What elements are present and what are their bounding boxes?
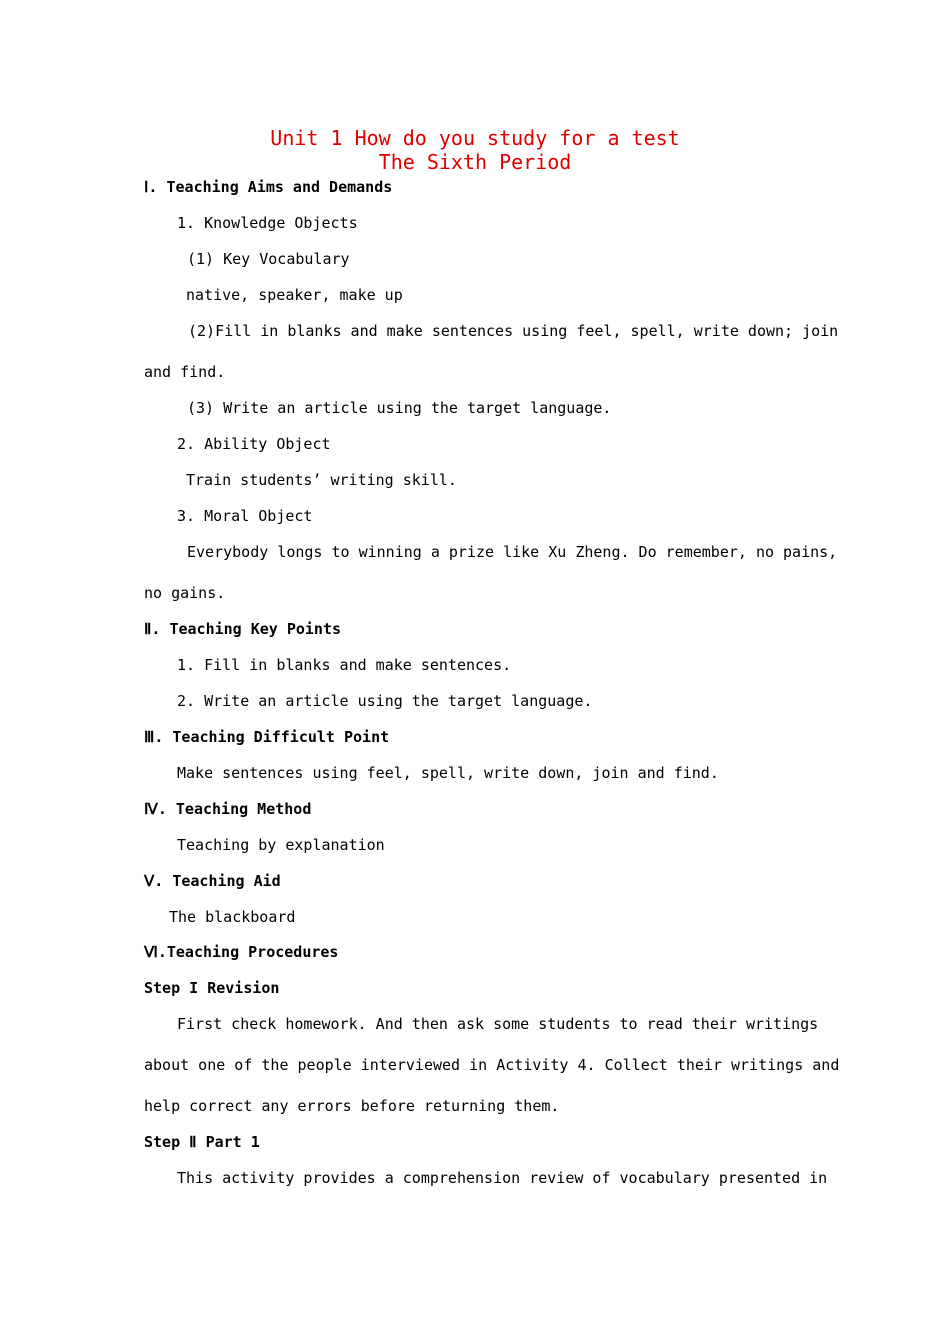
step-2-heading: Step Ⅱ Part 1	[144, 1133, 260, 1151]
method-text: Teaching by explanation	[177, 836, 385, 854]
key-point-1: 1. Fill in blanks and make sentences.	[177, 656, 512, 674]
moral-text-line-2: no gains.	[144, 584, 226, 602]
section-heading-aid: Ⅴ. Teaching Aid	[144, 872, 281, 890]
step-1-line-1: First check homework. And then ask some students to read their writings	[177, 1015, 819, 1033]
step-1-heading: Step I Revision	[144, 979, 280, 997]
key-vocabulary: (1) Key Vocabulary	[187, 250, 350, 268]
document-subtitle: The Sixth Period	[378, 150, 572, 174]
step-1-line-3: help correct any errors before returning them.	[144, 1097, 560, 1115]
difficult-point-text: Make sentences using feel, spell, write down, join and find.	[177, 764, 719, 782]
section-heading-aims: Ⅰ. Teaching Aims and Demands	[144, 178, 393, 196]
section-heading-method: Ⅳ. Teaching Method	[144, 800, 312, 818]
vocabulary-words: native, speaker, make up	[186, 286, 403, 304]
step-2-line-1: This activity provides a comprehension review of vocabulary presented in	[177, 1169, 828, 1187]
section-heading-key-points: Ⅱ. Teaching Key Points	[144, 620, 342, 638]
ability-text: Train students’ writing skill.	[186, 471, 457, 489]
knowledge-item-2-line-2: and find.	[144, 363, 226, 381]
document-title: Unit 1 How do you study for a test	[270, 126, 680, 150]
step-1-line-2: about one of the people interviewed in Activity 4. Collect their writings and	[144, 1056, 840, 1074]
knowledge-item-3: (3) Write an article using the target language.	[187, 399, 612, 417]
knowledge-objects: 1. Knowledge Objects	[177, 214, 358, 232]
key-point-2: 2. Write an article using the target language.	[177, 692, 593, 710]
ability-object: 2. Ability Object	[177, 435, 331, 453]
moral-object: 3. Moral Object	[177, 507, 313, 525]
aid-text: The blackboard	[169, 908, 296, 926]
moral-text-line-1: Everybody longs to winning a prize like Xu Zheng. Do remember, no pains,	[187, 543, 838, 561]
section-heading-difficult-point: Ⅲ. Teaching Difficult Point	[144, 728, 390, 746]
knowledge-item-2-line-1: (2)Fill in blanks and make sentences using feel, spell, write down; join	[188, 322, 839, 340]
section-heading-procedures: Ⅵ.Teaching Procedures	[144, 943, 339, 961]
